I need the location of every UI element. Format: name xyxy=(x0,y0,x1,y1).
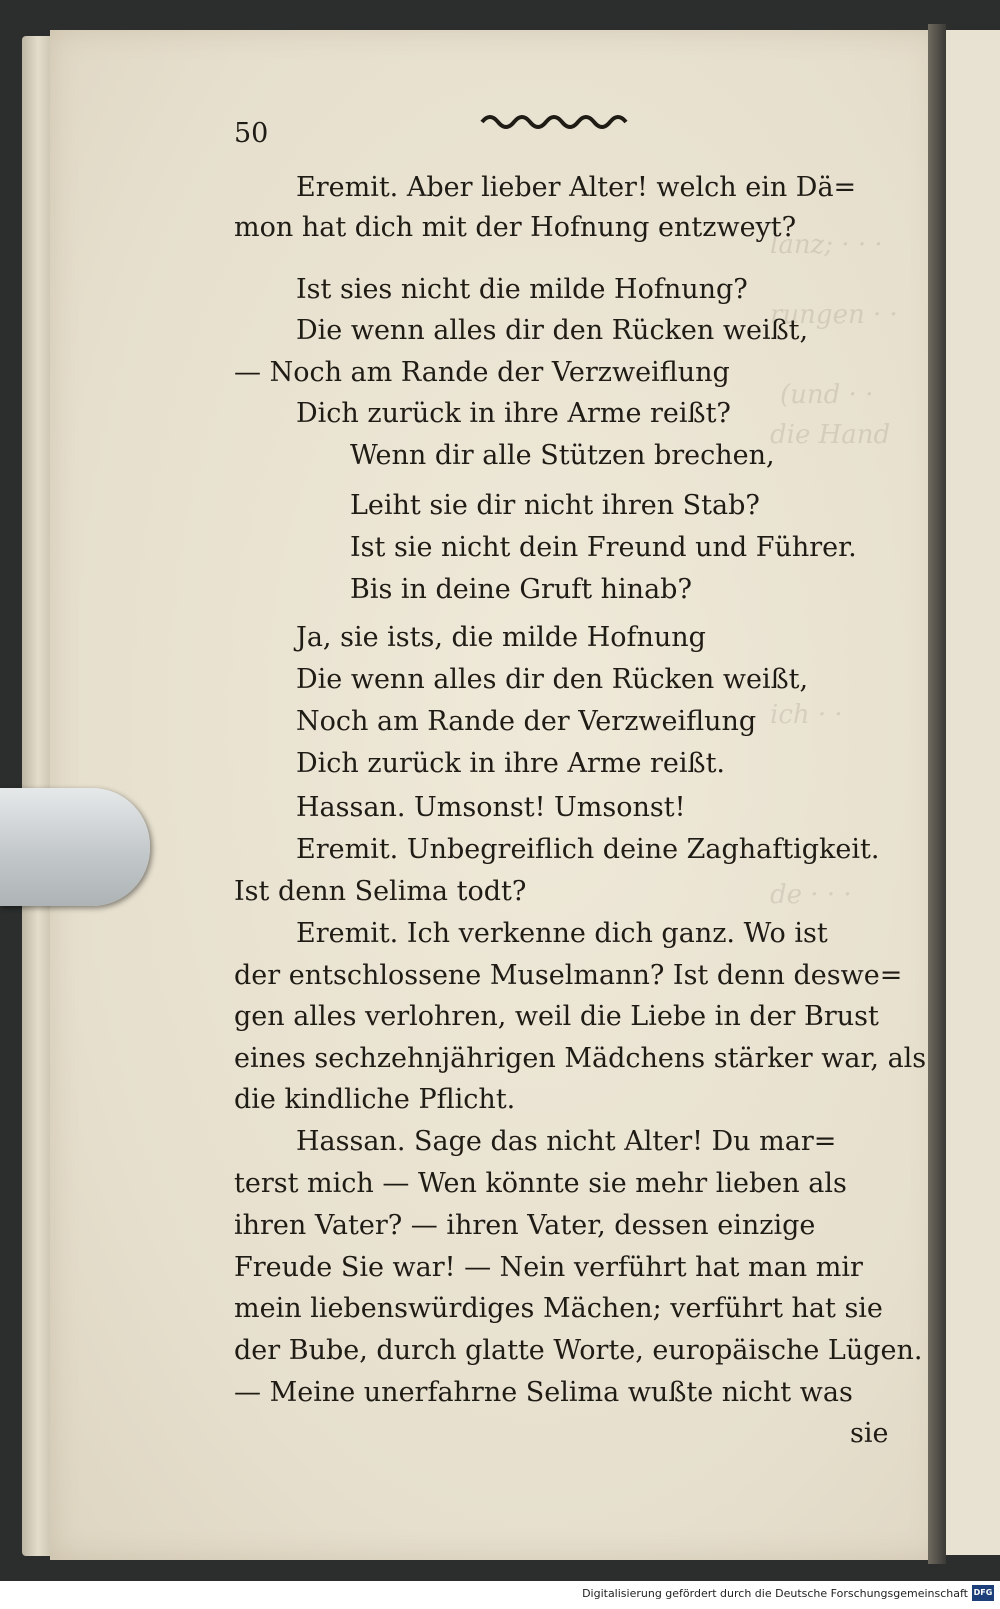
text-line: mon hat dich mit der Hofnung entzweyt? xyxy=(234,212,797,243)
text-line: Wenn dir alle Stützen brechen, xyxy=(350,440,775,471)
show-through-text: ich · · xyxy=(770,700,843,730)
catchword: sie xyxy=(850,1418,889,1449)
text-line: der entschlossene Muselmann? Ist denn deswe= xyxy=(234,960,903,991)
text-line: terst mich — Wen könnte sie mehr lieben als xyxy=(234,1168,847,1199)
text-line: Leiht sie dir nicht ihren Stab? xyxy=(350,490,760,521)
text-line: Ist sies nicht die milde Hofnung? xyxy=(296,274,748,305)
page-number: 50 xyxy=(234,118,269,149)
text-line: — Noch am Rande der Verzweiflung xyxy=(234,357,730,388)
page-holder-clip xyxy=(0,788,150,906)
show-through-text: de · · · xyxy=(770,880,852,910)
show-through-text: lanz; · · · xyxy=(770,230,883,260)
text-line: Hassan. Umsonst! Umsonst! xyxy=(296,792,686,823)
text-line: Freude Sie war! — Nein verführt hat man mir xyxy=(234,1252,863,1283)
text-line: Die wenn alles dir den Rücken weißt, xyxy=(296,664,809,695)
digitization-footer xyxy=(0,1581,1000,1609)
show-through-text: rungen · · xyxy=(770,300,898,330)
text-line: Eremit. Unbegreiflich deine Zaghaftigkeit. xyxy=(296,834,880,865)
text-line: Ist denn Selima todt? xyxy=(234,876,527,907)
text-line: Noch am Rande der Verzweiflung xyxy=(296,706,757,737)
show-through-text: (und · · xyxy=(780,380,874,410)
text-line: Ist sie nicht dein Freund und Führer. xyxy=(350,532,857,563)
footer-credit: Digitalisierung gefördert durch die Deutsche Forschungsgemeinschaft xyxy=(582,1587,968,1600)
text-line: der Bube, durch glatte Worte, europäische Lügen. xyxy=(234,1335,923,1366)
text-line: ihren Vater? — ihren Vater, dessen einzige xyxy=(234,1210,816,1241)
text-line: Dich zurück in ihre Arme reißt? xyxy=(296,398,731,429)
dfg-logo: DFG xyxy=(972,1585,994,1601)
text-line: Die wenn alles dir den Rücken weißt, xyxy=(296,315,809,346)
text-line: eines sechzehnjährigen Mädchens stärker war, als xyxy=(234,1043,927,1074)
show-through-text: die Hand xyxy=(770,420,891,450)
text-line: gen alles verlohren, weil die Liebe in der Brust xyxy=(234,1001,879,1032)
text-line: Eremit. Ich verkenne dich ganz. Wo ist xyxy=(296,918,828,949)
ornament-rule xyxy=(480,110,632,134)
text-line: Hassan. Sage das nicht Alter! Du mar= xyxy=(296,1126,837,1157)
book-spine xyxy=(928,24,946,1564)
text-line: — Meine unerfahrne Selima wußte nicht was xyxy=(234,1377,853,1408)
text-line: mein liebenswürdiges Mächen; verführt hat sie xyxy=(234,1293,883,1324)
text-line: Ja, sie ists, die milde Hofnung xyxy=(296,622,706,653)
text-line: Dich zurück in ihre Arme reißt. xyxy=(296,748,726,779)
text-line: die kindliche Pflicht. xyxy=(234,1084,516,1115)
text-line: Eremit. Aber lieber Alter! welch ein Dä= xyxy=(296,172,857,203)
text-line: Bis in deine Gruft hinab? xyxy=(350,574,692,605)
facing-page-edge xyxy=(946,30,1000,1555)
